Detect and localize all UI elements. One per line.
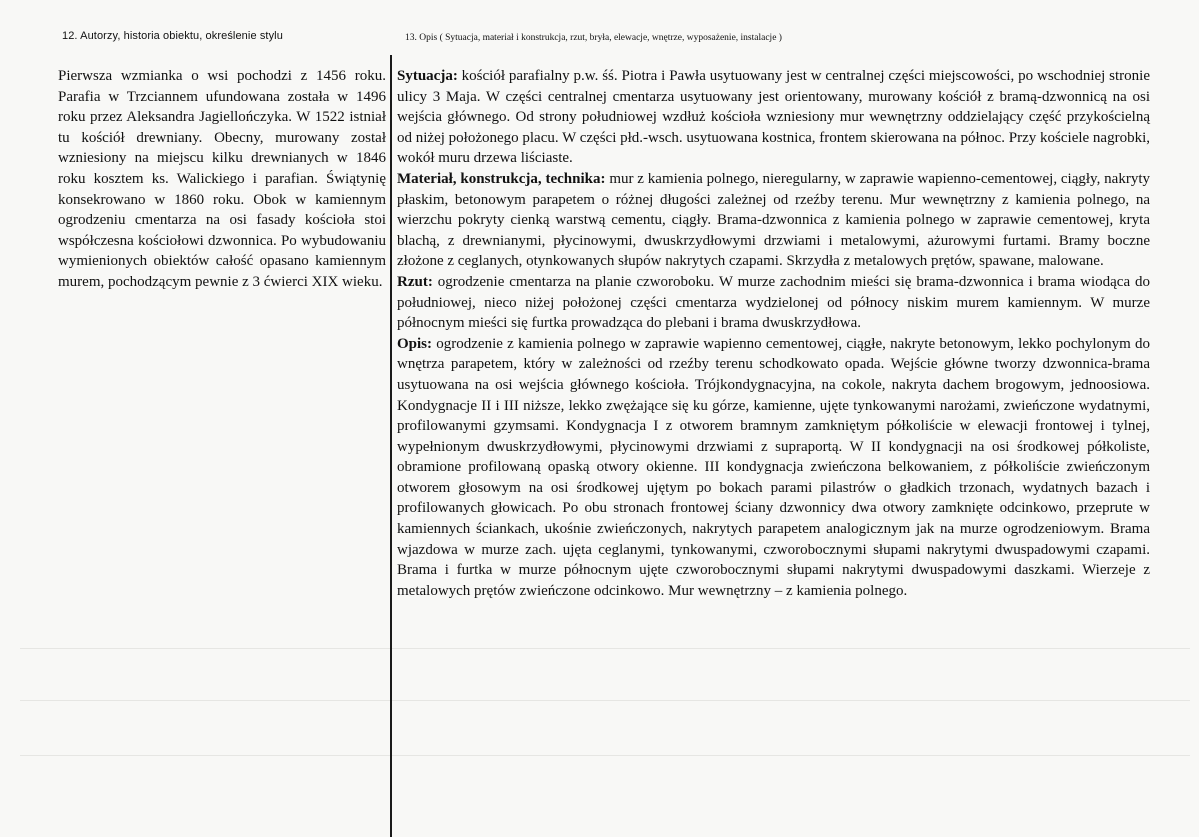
description-column <box>397 66 1150 601</box>
section-text: kościół parafialny p.w. śś. Piotra i Pawła usytuowany jest w centralnej części miejscowości, po wschodniej stronie ulicy 3 Maja. W części centralnej cmentarza usytuowany jest orientowany, murowany kościół z bramą-dzwonnicą na osi wejścia głównego. Od strony południowej wzdłuż kościoła wzniesiony mur wewnętrzny oddzielający część przykościelną od niżej położonego placu. W części płd.-wsch. usytuowana kostnica, frontem skierowana na północ. Przy kościele nagrobki, wokół muru drzewa liściaste. <box>397 68 1150 167</box>
section-label: Rzut: <box>397 273 433 290</box>
section-text: ogrodzenie z kamienia polnego w zaprawie wapienno cementowej, ciągłe, nakryte betonowym, lekko pochylonym do wnętrza parapetem, który w zależności od rzeźby terenu schodkowato opada. Wejście główne tworzy dzwonnica-brama usytuowana na osi wejścia głównego kościoła. Trójkondygnacyjna, na cokole, nakryta dachem brogowym, jednoosiowa. Kondygnacje II i III niższe, lekko zwężające się ku górze, kamienne, ujęte tynkowanymi narożami, zwieńczone wydatnymi, profilowanymi gzymsami. Kondygnacja I z otworem bramnym zamkniętym półkoliście w elewacji frontowej i tylnej, wypełnionym dwuskrzydłowymi, płycinowymi drzwiami z supraportą. W II kondygnacji na osi środkowej półkoliste, obramione profilowaną opaską otwory okienne. III kondygnacja zwieńczona belkowaniem, z półkoliście zwieńczonym otworem głosowym na osi środkowej ujętym po bokach parami pilastrów o gładkich trzonach, wydatnych bazach i profilowanych głowicach. Po obu stronach frontowej ściany dzwonnicy dwa otwory zamknięte odcinkowo, przeprute w kamiennych ściankach, ukośnie zwieńczonych, nakrytych parapetem analogicznym jak na murze ogrodzeniowym. Brama wjazdowa w murze zach. ujęta ceglanymi, tynkowanymi, czworobocznymi słupami nakrytymi dwuspadowymi czapami. Brama i furtka w murze północnym ujęte czworobocznymi słupami nakrytymi dwuspadowymi daszkami. Wierzeje z metalowych prętów zwieńczone odcinkowo. Mur wewnętrzny – z kamienia polnego. <box>397 335 1150 599</box>
section-material <box>397 169 1150 272</box>
history-text: Pierwsza wzmianka o wsi pochodzi z 1456 roku. Parafia w Trzciannem ufundowana została w 1496 roku przez Aleksandra Jagiellończyka. W 1522 istniał tu kościół drewniany. Obecny, murowany został wzniesiony na miejscu kilku drewnianych w 1846 roku kosztem ks. Walickiego i parafian. Świątynię konsekrowano w 1860 roku. Obok w kamiennym ogrodzeniu cmentarza na osi fasady kościoła stoi współczesna kościołowi dzwonnica. Po wybudowaniu wymienionych obiektów całość opasano kamiennym murem, pochodzącym pewnie z 3 ćwierci XIX wieku. <box>58 68 386 290</box>
section-label: Opis: <box>397 335 433 352</box>
column-divider <box>390 55 392 837</box>
section-opis <box>397 334 1150 602</box>
history-column <box>58 66 386 293</box>
form-ghost-line <box>20 755 1190 756</box>
section-12-header: 12. Autorzy, historia obiektu, określenie stylu <box>62 30 283 42</box>
section-sytuacja <box>397 66 1150 169</box>
form-ghost-line <box>20 648 1190 649</box>
section-label: Materiał, konstrukcja, technika: <box>397 170 606 187</box>
form-ghost-line <box>20 700 1190 701</box>
section-text: ogrodzenie cmentarza na planie czworoboku. W murze zachodnim mieści się brama-dzwonnica i brama wiodąca do południowej, nieco niżej położonej części cmentarza wydzielonej od północy niskim murem kamiennym. W murze północnym mieści się furtka prowadząca do plebani i brama dwuskrzydłowa. <box>397 273 1150 332</box>
section-rzut <box>397 272 1150 334</box>
section-label: Sytuacja: <box>397 68 458 84</box>
section-13-header: 13. Opis ( Sytuacja, materiał i konstrukcja, rzut, bryła, elewacje, wnętrze, wyposażenie, instalacje ) <box>405 33 782 43</box>
section-text: mur z kamienia polnego, nieregularny, w zaprawie wapienno-cementowej, ciągły, nakryty płaskim, betonowym parapetem o różnej długości zależnej od rzeźby terenu. Mur wewnętrzny z kamienia polnego, na wierzchu pokryty cienką warstwą cementu, ciągły. Brama-dzwonnica z kamienia polnego w zaprawie cementowej, kryta blachą, z drewnianymi, płycinowymi, dwuskrzydłowymi drzwiami i metalowymi, ażurowymi furtami. Bramy boczne złożone z ceglanych, otynkowanych słupów nakrytych czapami. Skrzydła z metalowych prętów, spawane, malowane. <box>397 170 1150 270</box>
